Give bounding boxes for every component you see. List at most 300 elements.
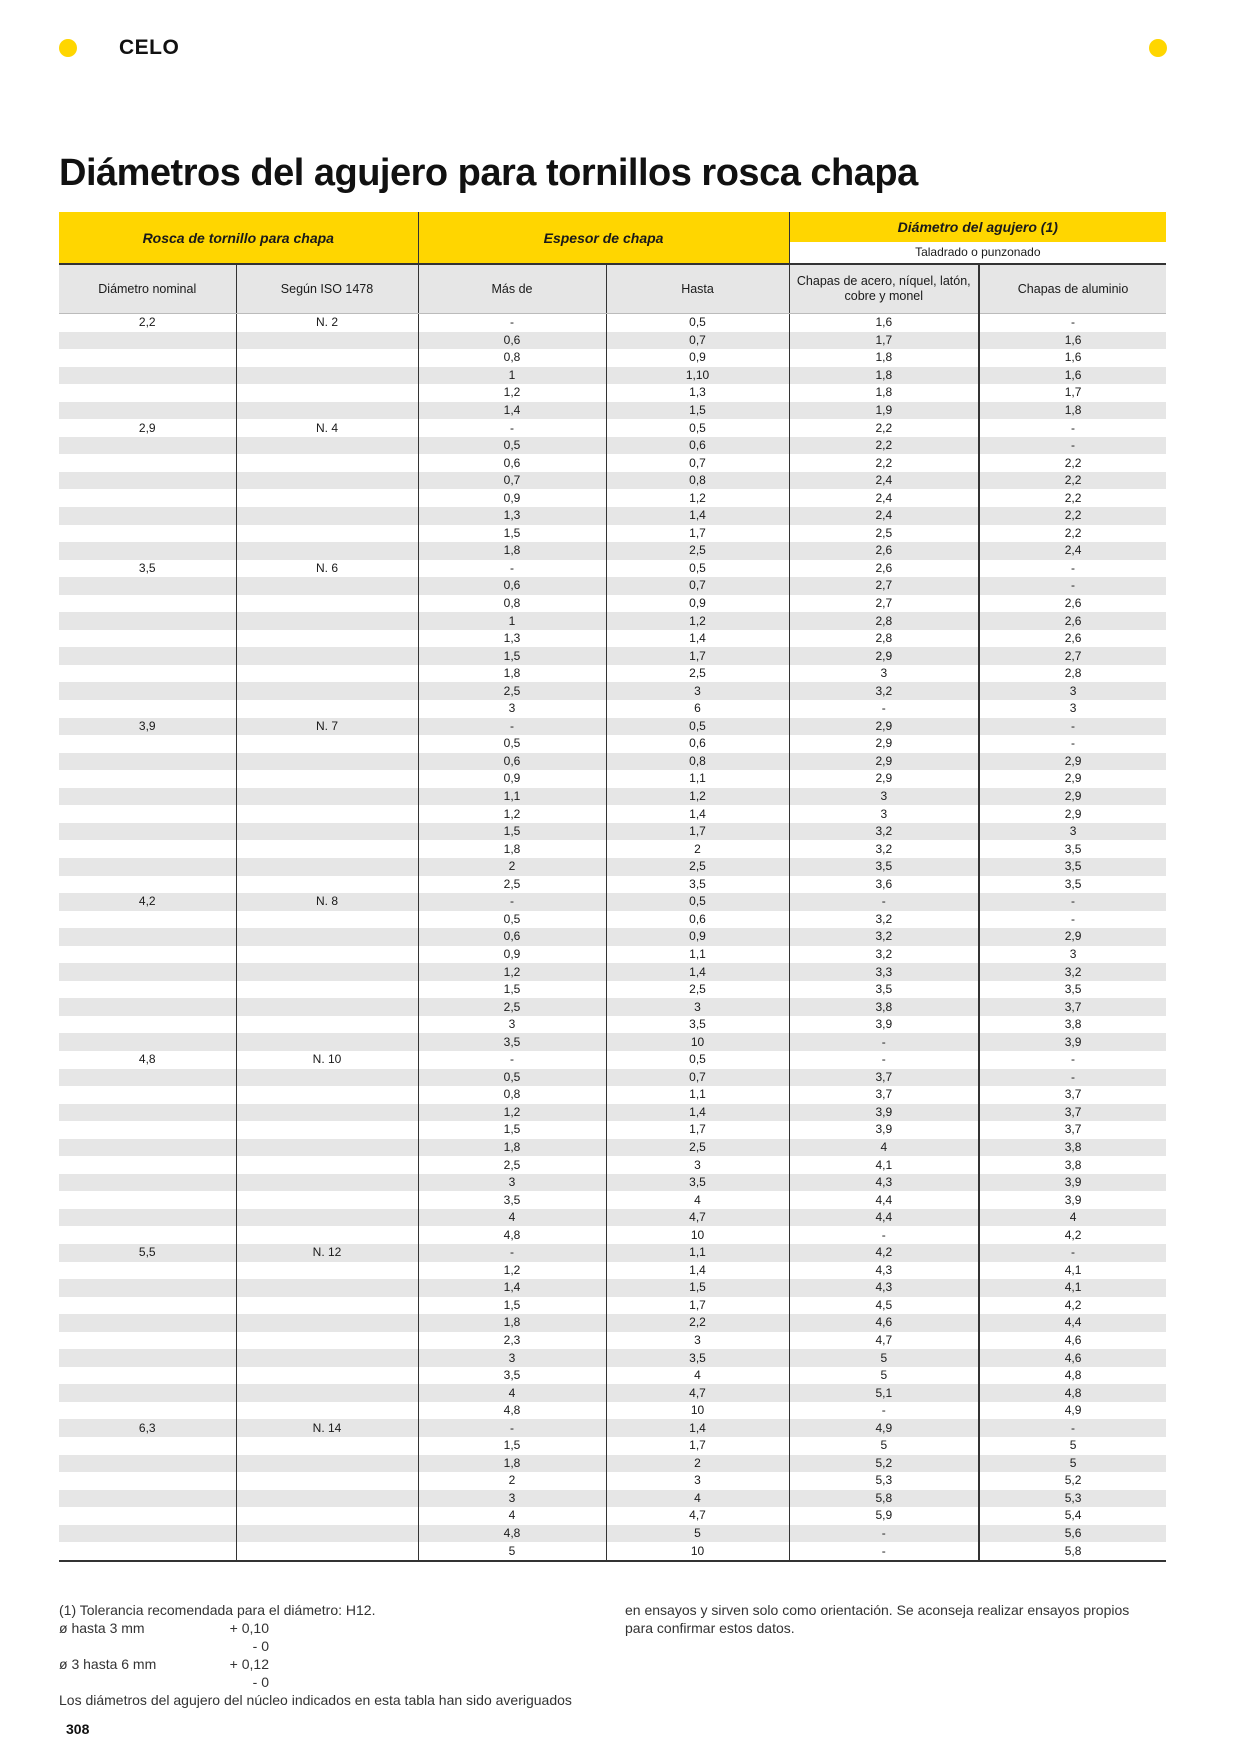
cell-aluminio: 3,2 bbox=[979, 963, 1166, 981]
column-header: Chapas de acero, níquel, latón, cobre y monel bbox=[789, 264, 979, 314]
cell-hasta: 3,5 bbox=[606, 876, 789, 894]
cell-hasta: 4,7 bbox=[606, 1384, 789, 1402]
cell-acero: 4,2 bbox=[789, 1244, 979, 1262]
cell-aluminio: 3,9 bbox=[979, 1191, 1166, 1209]
table-row bbox=[59, 1419, 1166, 1437]
column-header: Según ISO 1478 bbox=[236, 264, 418, 314]
cell-iso-1478 bbox=[236, 542, 418, 560]
cell-aluminio: - bbox=[979, 1069, 1166, 1087]
cell-hasta: 0,9 bbox=[606, 928, 789, 946]
cell-hasta: 1,10 bbox=[606, 367, 789, 385]
cell-mas-de: 1,5 bbox=[418, 525, 606, 543]
table-row bbox=[59, 1191, 1166, 1209]
tolerance-row bbox=[59, 1673, 619, 1691]
cell-acero: 3,8 bbox=[789, 998, 979, 1016]
table-row bbox=[59, 1490, 1166, 1508]
cell-aluminio: 2,4 bbox=[979, 542, 1166, 560]
cell-aluminio: 3,7 bbox=[979, 1104, 1166, 1122]
table-row bbox=[59, 542, 1166, 560]
cell-acero: 2,5 bbox=[789, 525, 979, 543]
cell-hasta: 3 bbox=[606, 1332, 789, 1350]
cell-aluminio: 2,2 bbox=[979, 489, 1166, 507]
cell-iso-1478 bbox=[236, 367, 418, 385]
cell-iso-1478 bbox=[236, 507, 418, 525]
cell-diametro-nominal bbox=[59, 1191, 236, 1209]
cell-aluminio: 5,8 bbox=[979, 1542, 1166, 1561]
group-header-rosca: Rosca de tornillo para chapa bbox=[59, 212, 418, 264]
cell-hasta: 1,4 bbox=[606, 963, 789, 981]
cell-diametro-nominal bbox=[59, 735, 236, 753]
cell-mas-de: 0,5 bbox=[418, 437, 606, 455]
cell-diametro-nominal: 6,3 bbox=[59, 1419, 236, 1437]
cell-hasta: 2 bbox=[606, 840, 789, 858]
cell-iso-1478 bbox=[236, 1139, 418, 1157]
cell-aluminio: 4,2 bbox=[979, 1226, 1166, 1244]
table-row bbox=[59, 1525, 1166, 1543]
cell-mas-de: - bbox=[418, 560, 606, 578]
table-row bbox=[59, 858, 1166, 876]
cell-iso-1478 bbox=[236, 1209, 418, 1227]
table-row bbox=[59, 1033, 1166, 1051]
table-row bbox=[59, 314, 1166, 332]
cell-hasta: 1,1 bbox=[606, 946, 789, 964]
cell-acero: - bbox=[789, 700, 979, 718]
cell-acero: 5,2 bbox=[789, 1455, 979, 1473]
footnotes-left bbox=[59, 1601, 619, 1709]
table-row bbox=[59, 840, 1166, 858]
cell-mas-de: 2,3 bbox=[418, 1332, 606, 1350]
table-row bbox=[59, 1297, 1166, 1315]
cell-iso-1478 bbox=[236, 1367, 418, 1385]
cell-acero: 2,2 bbox=[789, 419, 979, 437]
cell-iso-1478 bbox=[236, 946, 418, 964]
cell-diametro-nominal bbox=[59, 700, 236, 718]
cell-diametro-nominal bbox=[59, 525, 236, 543]
table-row bbox=[59, 419, 1166, 437]
cell-diametro-nominal: 3,9 bbox=[59, 718, 236, 736]
cell-hasta: 1,7 bbox=[606, 647, 789, 665]
cell-hasta: 1,1 bbox=[606, 1244, 789, 1262]
cell-diametro-nominal bbox=[59, 928, 236, 946]
cell-hasta: 0,5 bbox=[606, 893, 789, 911]
cell-hasta: 1,4 bbox=[606, 1419, 789, 1437]
cell-acero: - bbox=[789, 1033, 979, 1051]
cell-acero: 2,9 bbox=[789, 647, 979, 665]
cell-diametro-nominal bbox=[59, 507, 236, 525]
cell-iso-1478 bbox=[236, 1314, 418, 1332]
cell-hasta: 1,2 bbox=[606, 489, 789, 507]
cell-iso-1478 bbox=[236, 402, 418, 420]
cell-diametro-nominal bbox=[59, 788, 236, 806]
cell-acero: 5 bbox=[789, 1367, 979, 1385]
cell-diametro-nominal bbox=[59, 858, 236, 876]
cell-diametro-nominal bbox=[59, 1384, 236, 1402]
cell-hasta: 1,7 bbox=[606, 525, 789, 543]
cell-acero: 4,3 bbox=[789, 1262, 979, 1280]
cell-acero: 2,4 bbox=[789, 489, 979, 507]
cell-aluminio: 4,2 bbox=[979, 1297, 1166, 1315]
table-row bbox=[59, 349, 1166, 367]
cell-hasta: 0,9 bbox=[606, 595, 789, 613]
cell-diametro-nominal bbox=[59, 1455, 236, 1473]
tolerance-minus: - 0 bbox=[252, 1674, 269, 1690]
cell-hasta: 4,7 bbox=[606, 1209, 789, 1227]
cell-mas-de: 0,8 bbox=[418, 349, 606, 367]
cell-acero: 3,9 bbox=[789, 1104, 979, 1122]
cell-diametro-nominal bbox=[59, 1016, 236, 1034]
cell-aluminio: 4 bbox=[979, 1209, 1166, 1227]
cell-hasta: 1,7 bbox=[606, 1121, 789, 1139]
table-row bbox=[59, 525, 1166, 543]
cell-hasta: 3,5 bbox=[606, 1174, 789, 1192]
cell-iso-1478 bbox=[236, 1262, 418, 1280]
table-row bbox=[59, 1384, 1166, 1402]
cell-mas-de: 0,5 bbox=[418, 735, 606, 753]
cell-mas-de: 0,8 bbox=[418, 1086, 606, 1104]
table-row bbox=[59, 823, 1166, 841]
table-row bbox=[59, 332, 1166, 350]
table-row bbox=[59, 928, 1166, 946]
cell-diametro-nominal bbox=[59, 1367, 236, 1385]
cell-aluminio: 2,6 bbox=[979, 612, 1166, 630]
cell-aluminio: 3 bbox=[979, 823, 1166, 841]
table-row bbox=[59, 1121, 1166, 1139]
cell-hasta: 3 bbox=[606, 682, 789, 700]
tolerance-plus: + 0,12 bbox=[229, 1656, 269, 1672]
table-row bbox=[59, 735, 1166, 753]
cell-mas-de: 1,8 bbox=[418, 1314, 606, 1332]
cell-acero: 5,8 bbox=[789, 1490, 979, 1508]
hole-diameter-table bbox=[59, 212, 1166, 1562]
cell-iso-1478 bbox=[236, 735, 418, 753]
cell-diametro-nominal bbox=[59, 1332, 236, 1350]
cell-aluminio: 4,8 bbox=[979, 1367, 1166, 1385]
cell-mas-de: 2,5 bbox=[418, 1156, 606, 1174]
cell-diametro-nominal bbox=[59, 1086, 236, 1104]
table-row bbox=[59, 1016, 1166, 1034]
cell-acero: 4,1 bbox=[789, 1156, 979, 1174]
cell-iso-1478 bbox=[236, 858, 418, 876]
cell-mas-de: 0,9 bbox=[418, 946, 606, 964]
cell-diametro-nominal bbox=[59, 612, 236, 630]
cell-diametro-nominal bbox=[59, 1525, 236, 1543]
cell-hasta: 1,7 bbox=[606, 823, 789, 841]
cell-iso-1478 bbox=[236, 700, 418, 718]
tolerance-plus: + 0,10 bbox=[229, 1620, 269, 1636]
cell-hasta: 1,2 bbox=[606, 788, 789, 806]
cell-acero: 2,6 bbox=[789, 560, 979, 578]
cell-diametro-nominal bbox=[59, 1121, 236, 1139]
cell-acero: 5,9 bbox=[789, 1507, 979, 1525]
cell-aluminio: 4,8 bbox=[979, 1384, 1166, 1402]
cell-diametro-nominal bbox=[59, 1437, 236, 1455]
cell-diametro-nominal bbox=[59, 577, 236, 595]
cell-hasta: 0,5 bbox=[606, 1051, 789, 1069]
cell-acero: 3,2 bbox=[789, 823, 979, 841]
cell-iso-1478: N. 8 bbox=[236, 893, 418, 911]
cell-aluminio: 2,2 bbox=[979, 507, 1166, 525]
cell-acero: 4 bbox=[789, 1139, 979, 1157]
cell-iso-1478 bbox=[236, 911, 418, 929]
cell-hasta: 2,5 bbox=[606, 858, 789, 876]
cell-hasta: 1,4 bbox=[606, 507, 789, 525]
table-row bbox=[59, 946, 1166, 964]
cell-iso-1478 bbox=[236, 1349, 418, 1367]
cell-diametro-nominal bbox=[59, 805, 236, 823]
cell-aluminio: 3,5 bbox=[979, 981, 1166, 999]
cell-mas-de: 1,1 bbox=[418, 788, 606, 806]
cell-mas-de: 0,6 bbox=[418, 332, 606, 350]
cell-hasta: 1,7 bbox=[606, 1297, 789, 1315]
table-row bbox=[59, 384, 1166, 402]
cell-mas-de: 3 bbox=[418, 700, 606, 718]
cell-diametro-nominal bbox=[59, 665, 236, 683]
cell-iso-1478 bbox=[236, 454, 418, 472]
cell-mas-de: 2,5 bbox=[418, 682, 606, 700]
cell-diametro-nominal bbox=[59, 1297, 236, 1315]
table-row bbox=[59, 1314, 1166, 1332]
cell-acero: 3,2 bbox=[789, 928, 979, 946]
cell-acero: 4,9 bbox=[789, 1419, 979, 1437]
cell-iso-1478 bbox=[236, 840, 418, 858]
cell-iso-1478 bbox=[236, 963, 418, 981]
cell-acero: 4,4 bbox=[789, 1209, 979, 1227]
cell-mas-de: 1,3 bbox=[418, 507, 606, 525]
cell-aluminio: 4,9 bbox=[979, 1402, 1166, 1420]
cell-aluminio: - bbox=[979, 1244, 1166, 1262]
cell-mas-de: 1,8 bbox=[418, 840, 606, 858]
cell-diametro-nominal bbox=[59, 1542, 236, 1561]
cell-mas-de: 1,2 bbox=[418, 384, 606, 402]
cell-mas-de: 1,3 bbox=[418, 630, 606, 648]
cell-mas-de: - bbox=[418, 314, 606, 332]
cell-diametro-nominal bbox=[59, 384, 236, 402]
footnote-tolerance: (1) Tolerancia recomendada para el diámetro: H12. bbox=[59, 1602, 376, 1618]
table-row bbox=[59, 1226, 1166, 1244]
cell-mas-de: 1,5 bbox=[418, 647, 606, 665]
cell-mas-de: - bbox=[418, 718, 606, 736]
cell-mas-de: 3,5 bbox=[418, 1367, 606, 1385]
cell-mas-de: 0,6 bbox=[418, 928, 606, 946]
cell-aluminio: 3,5 bbox=[979, 858, 1166, 876]
cell-acero: 3,2 bbox=[789, 682, 979, 700]
cell-iso-1478 bbox=[236, 1402, 418, 1420]
table-row bbox=[59, 560, 1166, 578]
cell-diametro-nominal bbox=[59, 1279, 236, 1297]
table-row bbox=[59, 1209, 1166, 1227]
cell-aluminio: 3,7 bbox=[979, 998, 1166, 1016]
cell-hasta: 4 bbox=[606, 1367, 789, 1385]
cell-diametro-nominal bbox=[59, 1104, 236, 1122]
cell-iso-1478 bbox=[236, 1455, 418, 1473]
cell-acero: - bbox=[789, 893, 979, 911]
cell-aluminio: 1,7 bbox=[979, 384, 1166, 402]
cell-acero: 4,6 bbox=[789, 1314, 979, 1332]
table-row bbox=[59, 1156, 1166, 1174]
cell-diametro-nominal bbox=[59, 1402, 236, 1420]
cell-acero: 1,9 bbox=[789, 402, 979, 420]
table-row bbox=[59, 595, 1166, 613]
table-row bbox=[59, 1507, 1166, 1525]
cell-diametro-nominal bbox=[59, 437, 236, 455]
cell-mas-de: 2,5 bbox=[418, 876, 606, 894]
cell-iso-1478 bbox=[236, 349, 418, 367]
cell-diametro-nominal bbox=[59, 1472, 236, 1490]
cell-iso-1478 bbox=[236, 1156, 418, 1174]
cell-acero: 3,5 bbox=[789, 858, 979, 876]
cell-diametro-nominal bbox=[59, 876, 236, 894]
cell-aluminio: 2,8 bbox=[979, 665, 1166, 683]
cell-hasta: 0,5 bbox=[606, 314, 789, 332]
cell-aluminio: - bbox=[979, 560, 1166, 578]
table-row bbox=[59, 911, 1166, 929]
cell-aluminio: 3 bbox=[979, 682, 1166, 700]
table-row bbox=[59, 1437, 1166, 1455]
cell-aluminio: - bbox=[979, 735, 1166, 753]
cell-iso-1478: N. 7 bbox=[236, 718, 418, 736]
cell-mas-de: 0,5 bbox=[418, 1069, 606, 1087]
cell-acero: 3,7 bbox=[789, 1086, 979, 1104]
cell-mas-de: 0,7 bbox=[418, 472, 606, 490]
cell-hasta: 10 bbox=[606, 1402, 789, 1420]
cell-iso-1478 bbox=[236, 1525, 418, 1543]
table-row bbox=[59, 1174, 1166, 1192]
cell-acero: 3,2 bbox=[789, 911, 979, 929]
cell-mas-de: 1,2 bbox=[418, 1262, 606, 1280]
cell-hasta: 0,6 bbox=[606, 911, 789, 929]
cell-iso-1478 bbox=[236, 1279, 418, 1297]
cell-iso-1478 bbox=[236, 647, 418, 665]
cell-mas-de: 0,6 bbox=[418, 577, 606, 595]
cell-aluminio: 2,2 bbox=[979, 525, 1166, 543]
cell-hasta: 2,5 bbox=[606, 1139, 789, 1157]
cell-iso-1478 bbox=[236, 525, 418, 543]
cell-iso-1478 bbox=[236, 805, 418, 823]
cell-aluminio: - bbox=[979, 1419, 1166, 1437]
cell-aluminio: - bbox=[979, 1051, 1166, 1069]
cell-diametro-nominal: 2,2 bbox=[138, 315, 156, 330]
cell-acero: 3,6 bbox=[789, 876, 979, 894]
cell-diametro-nominal bbox=[59, 647, 236, 665]
cell-acero: 2,7 bbox=[789, 595, 979, 613]
cell-diametro-nominal bbox=[59, 595, 236, 613]
cell-iso-1478: N. 2 bbox=[236, 314, 418, 332]
cell-aluminio: 4,6 bbox=[979, 1349, 1166, 1367]
cell-aluminio: 2,2 bbox=[979, 454, 1166, 472]
cell-aluminio: 4,1 bbox=[979, 1279, 1166, 1297]
cell-aluminio: 3,8 bbox=[979, 1016, 1166, 1034]
table-row bbox=[59, 1104, 1166, 1122]
table-row bbox=[59, 770, 1166, 788]
cell-mas-de: 1,5 bbox=[418, 823, 606, 841]
cell-mas-de: 4,8 bbox=[418, 1525, 606, 1543]
table-row bbox=[59, 1244, 1166, 1262]
cell-diametro-nominal bbox=[59, 1033, 236, 1051]
cell-mas-de: 1,5 bbox=[418, 1121, 606, 1139]
cell-aluminio: 2,6 bbox=[979, 630, 1166, 648]
tolerance-label: ø 3 hasta 6 mm bbox=[59, 1656, 157, 1672]
table-row bbox=[59, 876, 1166, 894]
cell-diametro-nominal bbox=[59, 911, 236, 929]
cell-mas-de: 3 bbox=[418, 1349, 606, 1367]
cell-acero: 3,3 bbox=[789, 963, 979, 981]
cell-diametro-nominal bbox=[59, 367, 236, 385]
cell-iso-1478 bbox=[236, 1191, 418, 1209]
table-row bbox=[59, 1542, 1166, 1561]
cell-diametro-nominal bbox=[59, 770, 236, 788]
cell-hasta: 1,4 bbox=[606, 1262, 789, 1280]
cell-iso-1478 bbox=[236, 1297, 418, 1315]
cell-acero: 2,8 bbox=[789, 612, 979, 630]
cell-diametro-nominal bbox=[59, 1490, 236, 1508]
cell-aluminio: 3,9 bbox=[979, 1174, 1166, 1192]
cell-acero: - bbox=[789, 1051, 979, 1069]
table-row bbox=[59, 402, 1166, 420]
cell-hasta: 0,7 bbox=[606, 332, 789, 350]
cell-iso-1478 bbox=[236, 1104, 418, 1122]
cell-diametro-nominal bbox=[59, 1507, 236, 1525]
cell-iso-1478: N. 14 bbox=[236, 1419, 418, 1437]
table-row bbox=[59, 665, 1166, 683]
table-row bbox=[59, 1332, 1166, 1350]
cell-mas-de: - bbox=[418, 1419, 606, 1437]
cell-aluminio: 3,8 bbox=[979, 1139, 1166, 1157]
cell-hasta: 0,6 bbox=[606, 735, 789, 753]
cell-iso-1478: N. 4 bbox=[236, 419, 418, 437]
cell-acero: 2,9 bbox=[789, 735, 979, 753]
table-row bbox=[59, 893, 1166, 911]
cell-aluminio: 3 bbox=[979, 946, 1166, 964]
cell-iso-1478: N. 10 bbox=[236, 1051, 418, 1069]
cell-iso-1478 bbox=[236, 1542, 418, 1561]
column-header: Más de bbox=[418, 264, 606, 314]
cell-iso-1478 bbox=[236, 823, 418, 841]
cell-acero: 1,8 bbox=[789, 384, 979, 402]
table-row bbox=[59, 472, 1166, 490]
cell-aluminio: 2,9 bbox=[979, 928, 1166, 946]
table-row bbox=[59, 612, 1166, 630]
cell-diametro-nominal bbox=[59, 349, 236, 367]
cell-acero: - bbox=[789, 1542, 979, 1561]
cell-aluminio: 2,9 bbox=[979, 805, 1166, 823]
cell-diametro-nominal: 5,5 bbox=[59, 1244, 236, 1262]
cell-diametro-nominal bbox=[59, 1314, 236, 1332]
cell-diametro-nominal bbox=[59, 630, 236, 648]
cell-mas-de: 1,2 bbox=[418, 963, 606, 981]
cell-mas-de: - bbox=[418, 1244, 606, 1262]
tolerance-row bbox=[59, 1655, 619, 1673]
table-body bbox=[59, 314, 1166, 1561]
page-title: Diámetros del agujero para tornillos rosca chapa bbox=[59, 152, 918, 194]
table-row bbox=[59, 1051, 1166, 1069]
cell-aluminio: 3 bbox=[979, 700, 1166, 718]
table-row bbox=[59, 489, 1166, 507]
cell-diametro-nominal bbox=[59, 1139, 236, 1157]
cell-iso-1478 bbox=[236, 998, 418, 1016]
cell-hasta: 1,7 bbox=[606, 1437, 789, 1455]
cell-aluminio: 4,4 bbox=[979, 1314, 1166, 1332]
cell-mas-de: 1,4 bbox=[418, 402, 606, 420]
cell-acero: 3 bbox=[789, 665, 979, 683]
cell-iso-1478 bbox=[236, 489, 418, 507]
table-row bbox=[59, 507, 1166, 525]
cell-mas-de: - bbox=[418, 1051, 606, 1069]
table-row bbox=[59, 718, 1166, 736]
cell-aluminio: 5,3 bbox=[979, 1490, 1166, 1508]
cell-acero: 4,7 bbox=[789, 1332, 979, 1350]
cell-aluminio: 1,6 bbox=[979, 367, 1166, 385]
cell-acero: 2,9 bbox=[789, 770, 979, 788]
